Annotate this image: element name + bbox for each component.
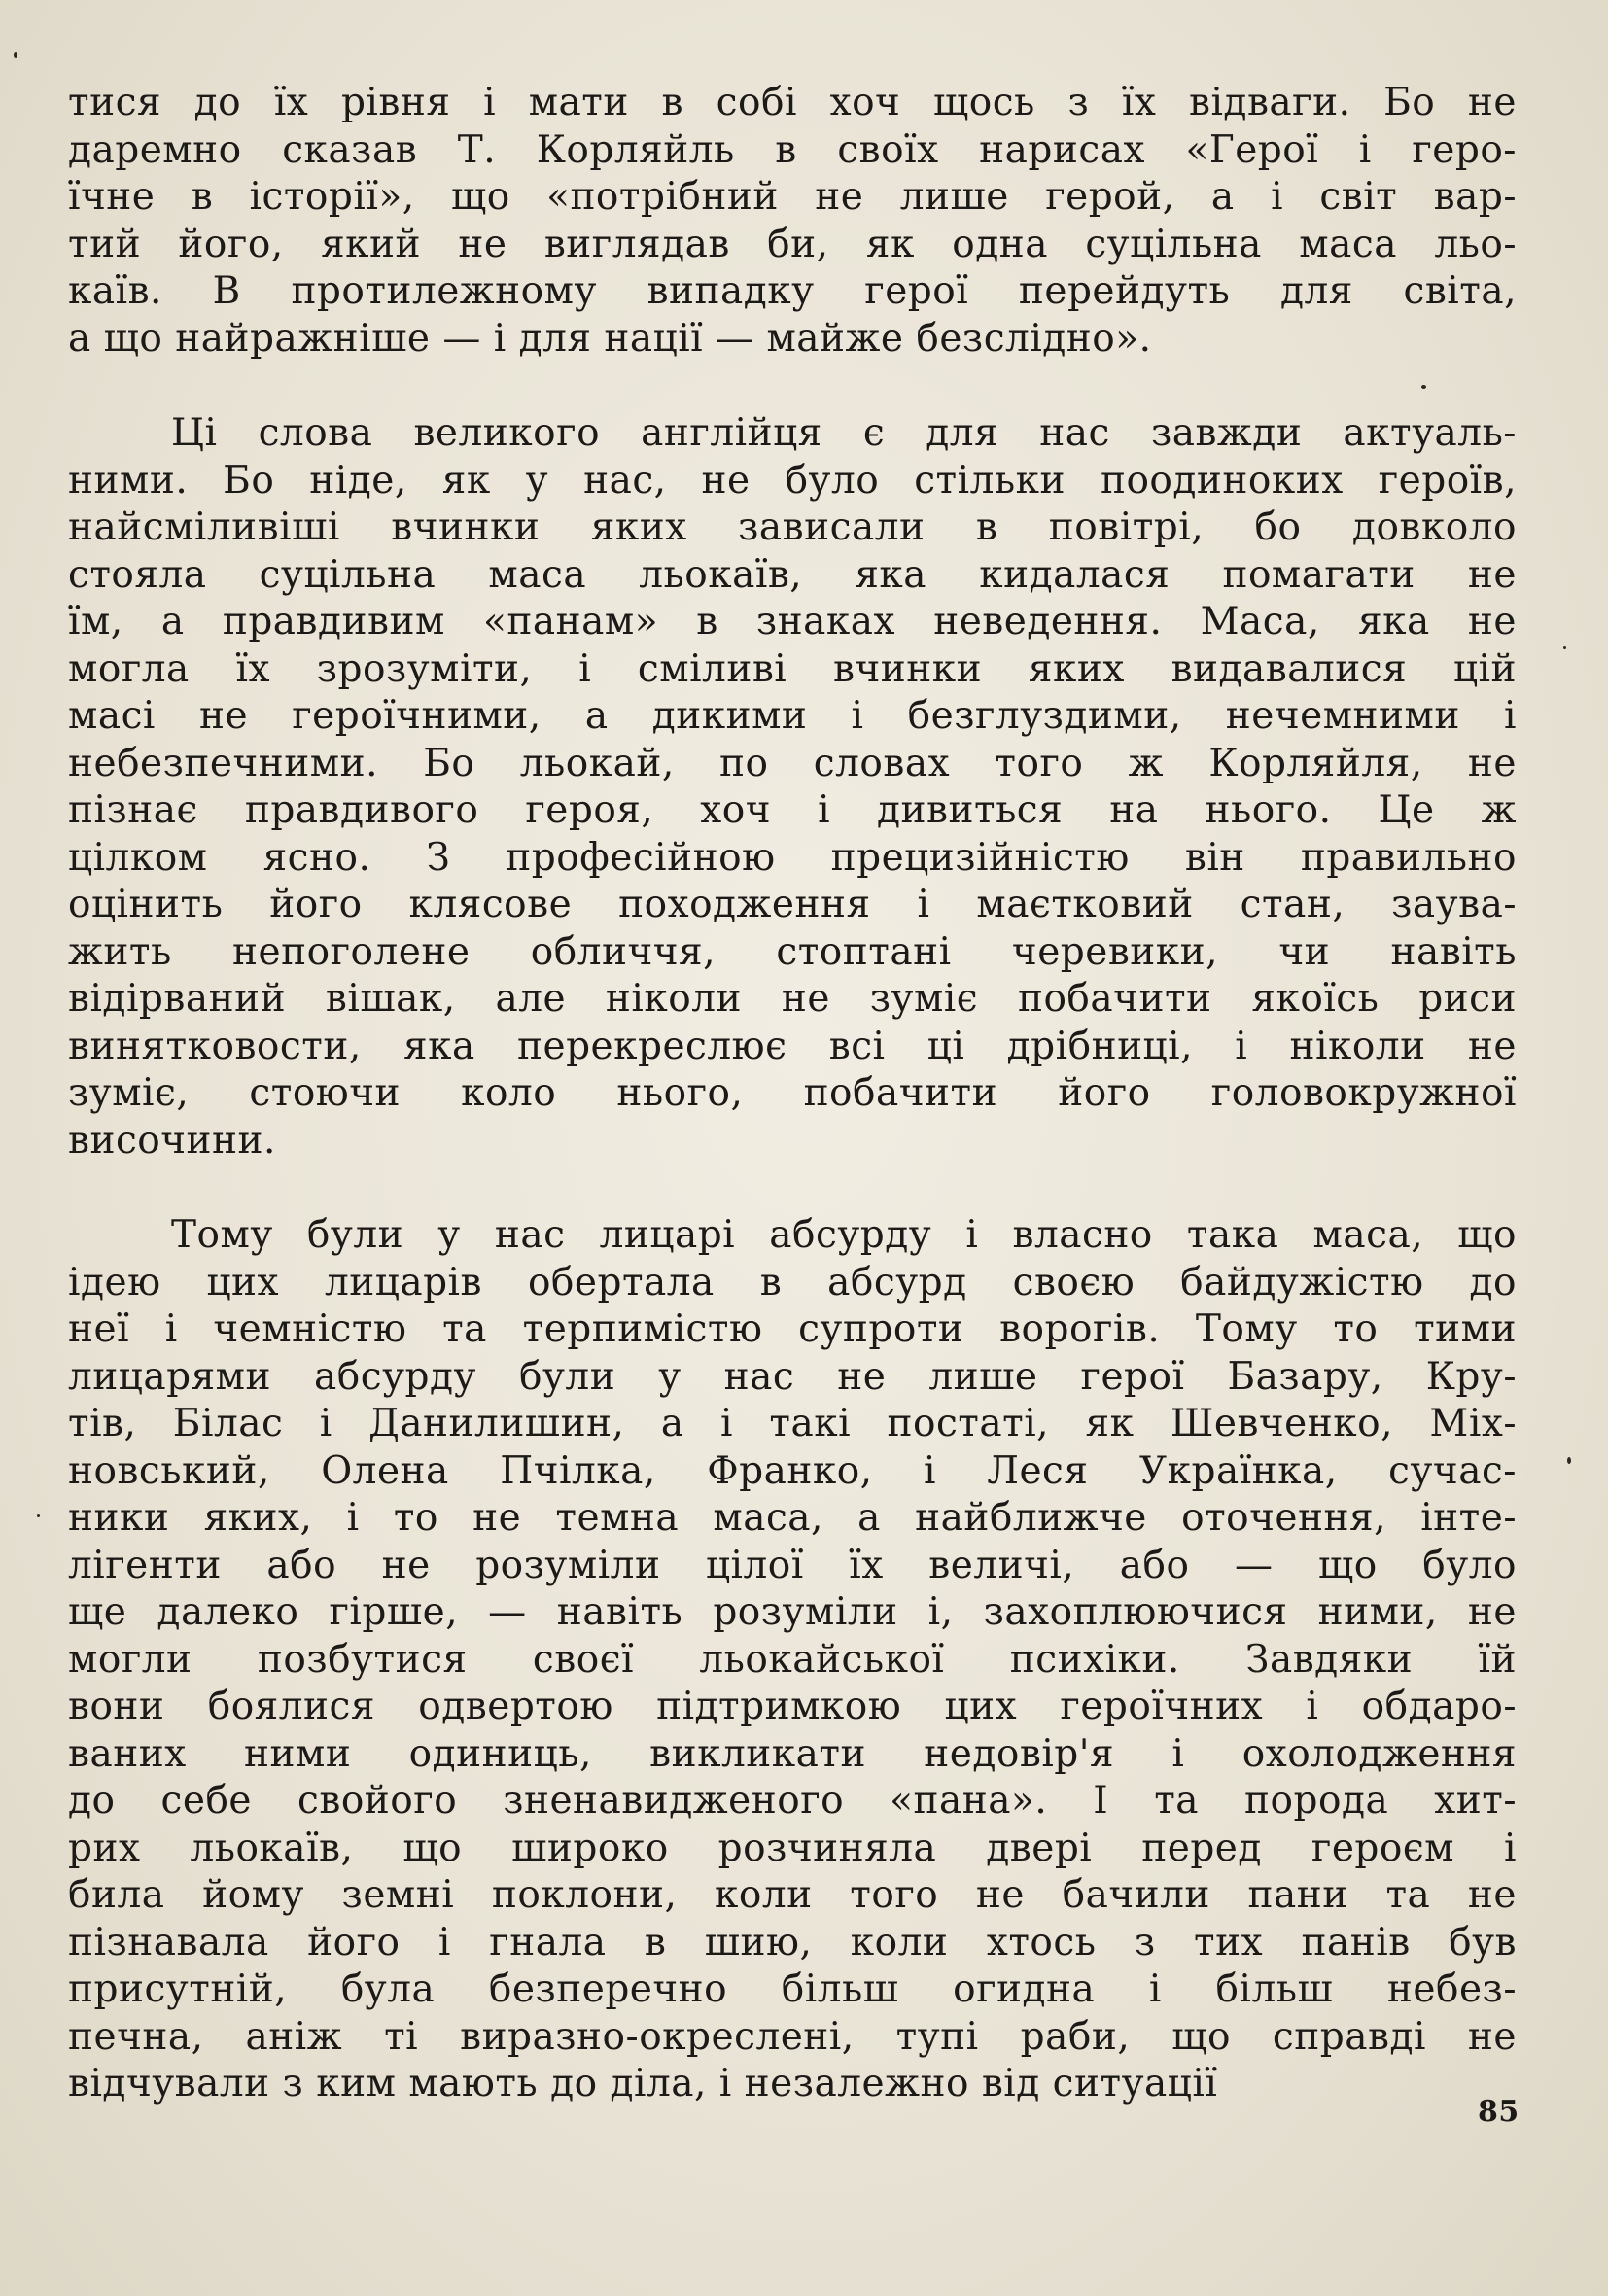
text-line: лицарями абсурду були у нас не лише герої Базару, Кру- [68, 1354, 1517, 1399]
text-line: найсміливіші вчинки яких зависали в повітрі, бо довколо [68, 505, 1517, 549]
text-line: оцінить його клясове походження і маєтковий стан, заува- [68, 883, 1517, 926]
text-line: каїв. В протилежному випадку герої перейдуть для світа, [68, 269, 1517, 313]
paragraph-gap [68, 363, 1517, 410]
text-line: ваних ними одиниць, викликати недовір'я і охолодження [68, 1731, 1517, 1776]
ink-speck [14, 52, 17, 58]
text-line: Ці слова великого англійця є для нас завжди актуаль- [171, 411, 1517, 455]
text-line: жить непоголене обличчя, стоптані черевики, чи навіть [68, 929, 1517, 974]
text-line: винятковости, яка перекреслює всі ці дрібниці, і ніколи не [68, 1024, 1517, 1068]
text-line: а що найражніше — і для нації — майже безслідно». [68, 316, 1152, 361]
text-line: ними. Бо ніде, як у нас, не було стільки поодиноких героїв, [68, 458, 1517, 503]
text-line: масі не героїчними, а дикими і безглуздими, нечемними і [68, 694, 1517, 738]
text-line: Тому були у нас лицарі абсурду і власно така маса, що [171, 1213, 1517, 1257]
text-line: цілком ясно. З професійною прецизійністю він правильно [68, 835, 1517, 880]
text-line: відірваний вішак, але ніколи не зуміє побачити якоїсь риси [68, 977, 1517, 1021]
ink-speck [37, 1514, 40, 1517]
paragraph-3 [68, 1212, 1517, 2108]
page-number: 85 [1478, 2095, 1520, 2129]
text-line: рих льокаїв, що широко розчиняла двері перед героєм і [68, 1826, 1517, 1870]
paragraph-1 [68, 80, 1517, 363]
text-line: небезпечними. Бо льокай, по словах того ж Корляйля, не [68, 741, 1517, 785]
body-text [68, 80, 1517, 2108]
text-line: тий його, який не виглядав би, як одна суцільна маса льо- [68, 222, 1517, 266]
text-line: тися до їх рівня і мати в собі хоч щось з їх відваги. Бо не [68, 81, 1517, 124]
text-line: відчували з ким мають до діла, і незалежно від ситуації [68, 2062, 1218, 2105]
text-line: неї і чемністю та терпимістю супроти ворогів. Тому то тими [68, 1307, 1517, 1351]
text-line: печна, аніж ті виразно-окреслені, тупі раби, що справді не [68, 2014, 1517, 2059]
text-line: до себе свойого зненавидженого «пана». І та порода хит- [68, 1779, 1517, 1823]
text-line: присутній, була безперечно більш огидна і більш небез- [68, 1967, 1517, 2011]
text-line: їчне в історії», що «потрібний не лише герой, а і світ вар- [68, 175, 1517, 219]
paragraph-2 [68, 410, 1517, 1165]
text-line: могли позбутися своєї льокайської психіки. Завдяки їй [68, 1637, 1517, 1682]
text-line: ники яких, і то не темна маса, а найближче оточення, інте- [68, 1496, 1517, 1540]
ink-speck [1567, 1457, 1571, 1464]
text-line: пізнає правдивого героя, хоч і дивиться на нього. Це ж [68, 788, 1517, 832]
ink-speck [1421, 385, 1426, 389]
text-line: їм, а правдивим «панам» в знаках неведення. Маса, яка не [68, 600, 1517, 644]
text-line: вони боялися одвертою підтримкою цих героїчних і обдаро- [68, 1685, 1517, 1728]
ink-speck [1563, 646, 1566, 649]
paragraph-gap [68, 1165, 1517, 1212]
text-line: тів, Білас і Данилишин, а і такі постаті, як Шевченко, Міх- [68, 1402, 1517, 1445]
text-line: лігенти або не розуміли цілої їх величі, або — що було [68, 1543, 1517, 1587]
text-line: могла їх зрозуміти, і сміливі вчинки яких видавалися цій [68, 646, 1517, 691]
text-line: ще далеко гірше, — навіть розуміли і, захоплюючися ними, не [68, 1590, 1517, 1634]
text-line: стояла суцільна маса льокаїв, яка кидалася помагати не [68, 552, 1517, 597]
text-line: ідею цих лицарів обертала в абсурд своєю байдужістю до [68, 1260, 1517, 1305]
text-line: даремно сказав Т. Корляйль в своїх нарисах «Герої і геро- [68, 127, 1517, 172]
text-line: височини. [68, 1118, 276, 1163]
text-line: новський, Олена Пчілка, Франко, і Леся Українка, сучас- [68, 1448, 1517, 1493]
text-line: зуміє, стоючи коло нього, побачити його головокружної [68, 1071, 1517, 1115]
text-line: пізнавала його і гнала в шию, коли хтось з тих панів був [68, 1920, 1517, 1965]
text-line: била йому земні поклони, коли того не бачили пани та не [68, 1873, 1517, 1917]
